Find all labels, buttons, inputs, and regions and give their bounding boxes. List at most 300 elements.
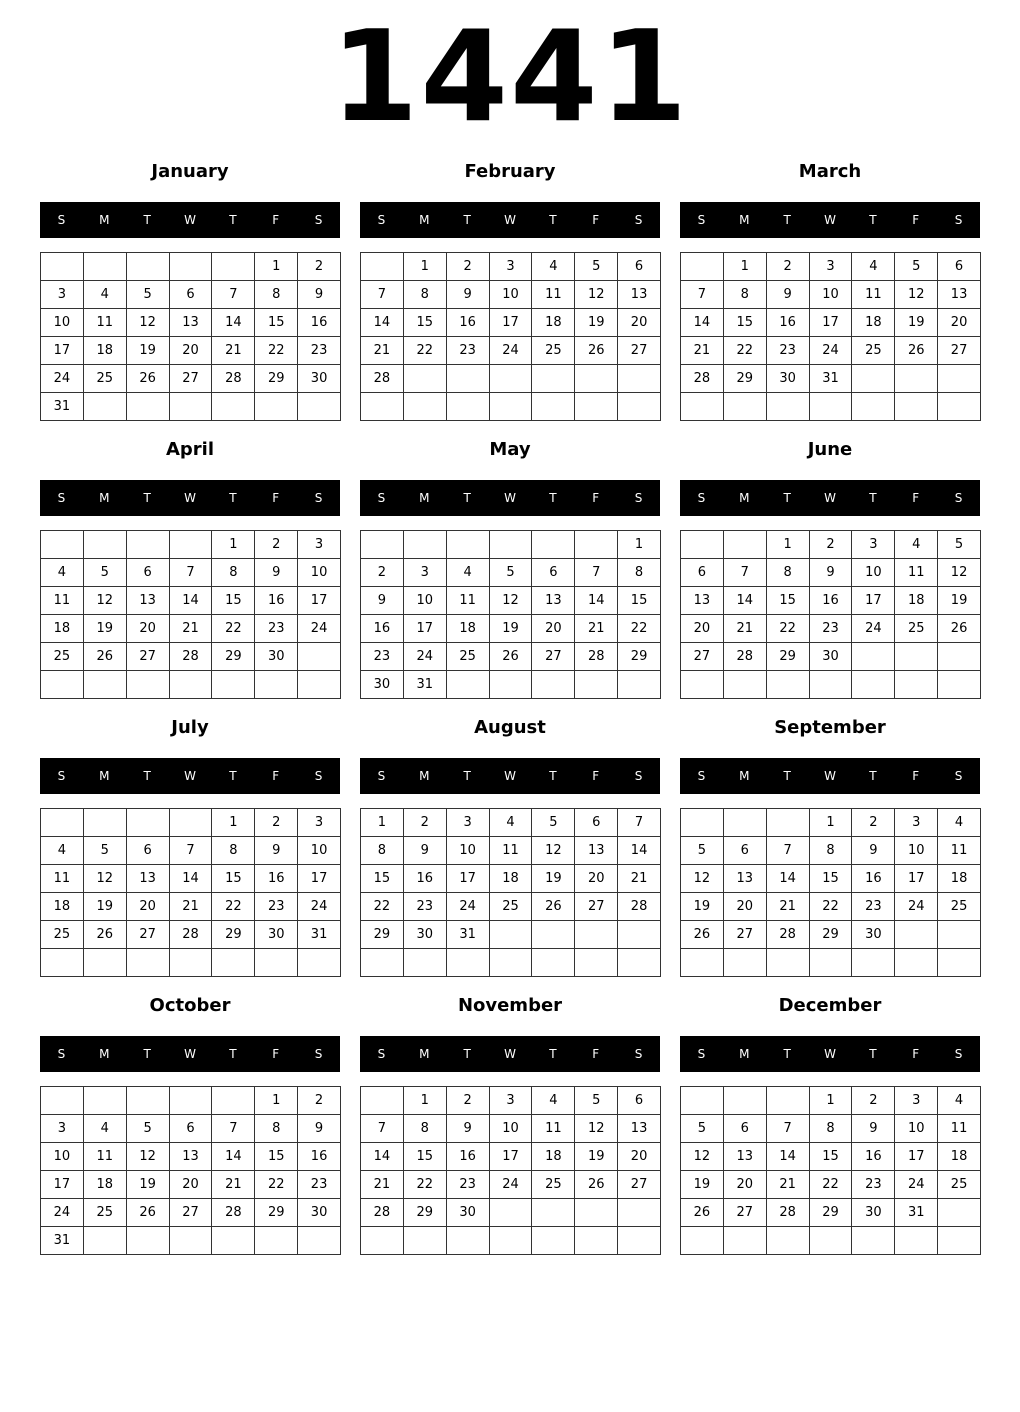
weekday-label: T — [783, 213, 791, 227]
day-cell — [212, 1087, 255, 1115]
day-cell — [490, 531, 533, 559]
day-cell — [575, 1199, 618, 1227]
day-cell: 16 — [255, 587, 298, 615]
weekday-header — [40, 1036, 340, 1072]
weekday-label: W — [184, 1047, 196, 1061]
day-cell: 13 — [618, 281, 661, 309]
weekday-label: S — [377, 1047, 386, 1061]
day-cell: 19 — [532, 865, 575, 893]
day-cell — [575, 921, 618, 949]
day-cell: 13 — [724, 865, 767, 893]
day-cell: 15 — [618, 587, 661, 615]
weekday-label: W — [824, 1047, 836, 1061]
day-cell: 20 — [575, 865, 618, 893]
day-cell: 4 — [938, 1087, 981, 1115]
day-cell: 12 — [681, 865, 724, 893]
day-cell: 7 — [361, 1115, 404, 1143]
day-cell — [724, 1227, 767, 1255]
weekday-header — [360, 758, 660, 794]
day-cell: 6 — [938, 253, 981, 281]
day-cell: 21 — [681, 337, 724, 365]
weekday-label: T — [869, 491, 877, 505]
day-cell: 27 — [618, 337, 661, 365]
day-cell — [767, 393, 810, 421]
day-cell: 8 — [361, 837, 404, 865]
day-cell: 1 — [810, 809, 853, 837]
day-cell: 5 — [681, 837, 724, 865]
day-cell: 8 — [255, 1115, 298, 1143]
day-cell — [724, 531, 767, 559]
day-cell — [810, 1227, 853, 1255]
day-cell — [938, 1227, 981, 1255]
day-cell: 18 — [532, 309, 575, 337]
day-cell — [298, 949, 341, 977]
day-cell: 31 — [404, 671, 447, 699]
day-cell — [938, 921, 981, 949]
day-cell — [810, 393, 853, 421]
day-cell — [170, 393, 213, 421]
day-cell — [681, 1087, 724, 1115]
day-cell: 23 — [447, 337, 490, 365]
day-cell — [490, 365, 533, 393]
weekday-label: T — [549, 769, 557, 783]
day-cell: 8 — [404, 1115, 447, 1143]
day-cell: 5 — [127, 281, 170, 309]
day-cell: 14 — [170, 865, 213, 893]
day-cell: 22 — [255, 337, 298, 365]
day-cell: 27 — [575, 893, 618, 921]
day-cell — [681, 393, 724, 421]
day-cell: 28 — [212, 365, 255, 393]
day-cell — [767, 949, 810, 977]
day-cell: 30 — [447, 1199, 490, 1227]
day-cell: 4 — [41, 837, 84, 865]
day-cell: 15 — [255, 309, 298, 337]
day-cell — [361, 949, 404, 977]
day-cell: 20 — [127, 615, 170, 643]
day-cell: 12 — [575, 281, 618, 309]
day-cell: 10 — [404, 587, 447, 615]
day-cell: 11 — [41, 587, 84, 615]
day-cell — [127, 809, 170, 837]
day-cell: 27 — [618, 1171, 661, 1199]
day-cell: 16 — [447, 309, 490, 337]
day-cell: 13 — [724, 1143, 767, 1171]
day-cell: 11 — [490, 837, 533, 865]
weekday-label: W — [824, 213, 836, 227]
weekday-label: T — [869, 769, 877, 783]
day-cell: 13 — [575, 837, 618, 865]
day-cell: 18 — [938, 865, 981, 893]
day-grid — [360, 252, 661, 421]
weekday-label: T — [783, 491, 791, 505]
weekday-label: S — [634, 769, 643, 783]
day-cell: 27 — [938, 337, 981, 365]
weekday-header — [360, 202, 660, 238]
day-cell: 6 — [127, 837, 170, 865]
day-cell: 21 — [170, 615, 213, 643]
day-cell: 25 — [938, 1171, 981, 1199]
day-cell: 19 — [127, 1171, 170, 1199]
day-cell — [575, 531, 618, 559]
day-cell: 8 — [810, 1115, 853, 1143]
day-cell: 5 — [938, 531, 981, 559]
day-cell — [852, 365, 895, 393]
day-cell — [575, 949, 618, 977]
day-cell — [447, 365, 490, 393]
day-grid — [360, 530, 661, 699]
day-cell: 5 — [681, 1115, 724, 1143]
weekday-label: T — [143, 491, 151, 505]
day-cell — [767, 1087, 810, 1115]
day-cell: 16 — [852, 1143, 895, 1171]
day-cell — [938, 365, 981, 393]
day-cell: 30 — [767, 365, 810, 393]
weekday-label: T — [869, 1047, 877, 1061]
day-cell: 19 — [575, 1143, 618, 1171]
day-cell: 10 — [490, 281, 533, 309]
day-cell: 15 — [404, 1143, 447, 1171]
day-cell: 5 — [575, 1087, 618, 1115]
day-cell: 24 — [895, 1171, 938, 1199]
day-cell: 18 — [84, 1171, 127, 1199]
month-name: July — [171, 717, 209, 738]
day-cell: 19 — [575, 309, 618, 337]
day-cell: 4 — [84, 1115, 127, 1143]
day-cell: 23 — [767, 337, 810, 365]
day-cell: 20 — [618, 1143, 661, 1171]
day-cell: 26 — [938, 615, 981, 643]
day-cell: 19 — [681, 893, 724, 921]
day-cell: 5 — [84, 559, 127, 587]
weekday-label: F — [592, 491, 600, 505]
day-cell: 30 — [404, 921, 447, 949]
day-cell — [895, 643, 938, 671]
weekday-label: F — [912, 213, 920, 227]
day-cell — [724, 1087, 767, 1115]
weekday-label: T — [549, 491, 557, 505]
day-cell: 27 — [127, 643, 170, 671]
day-cell — [298, 643, 341, 671]
day-grid — [40, 252, 341, 421]
day-cell — [212, 949, 255, 977]
day-cell: 15 — [767, 587, 810, 615]
month-name: November — [457, 995, 563, 1016]
weekday-label: S — [697, 213, 706, 227]
weekday-label: T — [783, 769, 791, 783]
day-cell — [810, 949, 853, 977]
day-cell: 3 — [404, 559, 447, 587]
weekday-label: T — [143, 1047, 151, 1061]
weekday-label: W — [184, 769, 196, 783]
day-cell: 14 — [212, 1143, 255, 1171]
day-cell — [724, 671, 767, 699]
day-cell — [41, 253, 84, 281]
day-cell: 3 — [41, 281, 84, 309]
day-cell: 26 — [490, 643, 533, 671]
day-cell: 11 — [852, 281, 895, 309]
day-cell: 12 — [490, 587, 533, 615]
weekday-label: W — [504, 491, 516, 505]
day-cell: 7 — [212, 281, 255, 309]
day-cell — [298, 671, 341, 699]
day-cell: 7 — [170, 837, 213, 865]
day-cell: 17 — [852, 587, 895, 615]
day-cell: 24 — [298, 615, 341, 643]
day-cell: 17 — [810, 309, 853, 337]
day-cell — [532, 921, 575, 949]
day-cell: 6 — [127, 559, 170, 587]
day-cell: 13 — [938, 281, 981, 309]
day-cell — [447, 393, 490, 421]
day-cell — [938, 393, 981, 421]
day-cell: 30 — [298, 365, 341, 393]
day-cell: 26 — [127, 1199, 170, 1227]
day-cell: 8 — [724, 281, 767, 309]
day-cell: 22 — [810, 893, 853, 921]
day-cell: 13 — [170, 309, 213, 337]
day-cell: 21 — [212, 1171, 255, 1199]
day-cell: 24 — [41, 365, 84, 393]
day-cell: 16 — [298, 309, 341, 337]
day-cell — [490, 949, 533, 977]
day-cell: 14 — [361, 1143, 404, 1171]
day-cell: 25 — [84, 365, 127, 393]
day-cell: 17 — [895, 1143, 938, 1171]
day-cell: 16 — [361, 615, 404, 643]
day-cell — [490, 1227, 533, 1255]
day-cell: 27 — [170, 365, 213, 393]
day-cell: 15 — [724, 309, 767, 337]
weekday-label: T — [229, 1047, 237, 1061]
weekday-label: S — [57, 769, 66, 783]
day-cell: 29 — [255, 365, 298, 393]
day-cell: 8 — [404, 281, 447, 309]
day-cell: 18 — [532, 1143, 575, 1171]
day-cell: 4 — [490, 809, 533, 837]
day-cell: 14 — [767, 1143, 810, 1171]
day-cell: 20 — [724, 1171, 767, 1199]
day-cell: 26 — [84, 643, 127, 671]
day-cell — [767, 1227, 810, 1255]
day-cell: 11 — [447, 587, 490, 615]
day-cell: 11 — [532, 1115, 575, 1143]
day-cell — [895, 921, 938, 949]
weekday-label: S — [954, 1047, 963, 1061]
day-cell — [84, 949, 127, 977]
day-cell: 26 — [575, 337, 618, 365]
day-cell: 12 — [575, 1115, 618, 1143]
day-cell: 8 — [767, 559, 810, 587]
day-cell: 29 — [212, 643, 255, 671]
day-cell: 28 — [724, 643, 767, 671]
day-cell — [361, 1227, 404, 1255]
day-cell: 19 — [84, 615, 127, 643]
day-cell — [938, 1199, 981, 1227]
weekday-label: S — [377, 213, 386, 227]
day-cell: 31 — [447, 921, 490, 949]
day-cell — [490, 671, 533, 699]
day-cell: 9 — [852, 837, 895, 865]
day-cell — [618, 921, 661, 949]
day-cell — [404, 531, 447, 559]
day-cell — [404, 949, 447, 977]
weekday-label: F — [592, 1047, 600, 1061]
day-cell: 24 — [41, 1199, 84, 1227]
day-cell — [41, 671, 84, 699]
day-cell: 10 — [895, 837, 938, 865]
day-cell: 1 — [361, 809, 404, 837]
weekday-header — [680, 758, 980, 794]
day-cell — [938, 671, 981, 699]
day-cell — [127, 253, 170, 281]
weekday-label: M — [99, 491, 110, 505]
weekday-label: S — [57, 1047, 66, 1061]
day-cell: 29 — [810, 1199, 853, 1227]
day-cell: 25 — [41, 921, 84, 949]
day-cell — [212, 1227, 255, 1255]
day-cell: 10 — [41, 309, 84, 337]
day-cell: 7 — [170, 559, 213, 587]
day-cell: 26 — [575, 1171, 618, 1199]
day-cell: 31 — [41, 1227, 84, 1255]
day-cell — [170, 1087, 213, 1115]
day-cell: 31 — [41, 393, 84, 421]
month-name: April — [165, 439, 215, 460]
day-cell: 6 — [724, 837, 767, 865]
day-cell: 14 — [724, 587, 767, 615]
day-cell: 7 — [767, 837, 810, 865]
day-cell — [447, 949, 490, 977]
day-cell: 23 — [404, 893, 447, 921]
weekday-label: S — [57, 491, 66, 505]
day-cell: 19 — [938, 587, 981, 615]
weekday-label: S — [377, 491, 386, 505]
day-cell: 14 — [575, 587, 618, 615]
weekday-label: T — [463, 213, 471, 227]
weekday-label: W — [184, 213, 196, 227]
day-cell — [255, 949, 298, 977]
day-cell: 26 — [532, 893, 575, 921]
weekday-label: M — [739, 213, 750, 227]
day-cell: 5 — [127, 1115, 170, 1143]
day-cell: 2 — [255, 809, 298, 837]
day-cell — [618, 365, 661, 393]
day-grid — [40, 808, 341, 977]
day-cell: 22 — [212, 615, 255, 643]
day-cell: 19 — [681, 1171, 724, 1199]
day-grid — [360, 808, 661, 977]
day-cell: 6 — [724, 1115, 767, 1143]
day-cell: 29 — [810, 921, 853, 949]
day-cell: 7 — [681, 281, 724, 309]
day-cell — [84, 253, 127, 281]
day-cell: 9 — [298, 1115, 341, 1143]
day-cell: 8 — [212, 559, 255, 587]
day-cell: 7 — [724, 559, 767, 587]
weekday-label: S — [314, 213, 323, 227]
day-cell: 1 — [404, 1087, 447, 1115]
weekday-header — [680, 480, 980, 516]
day-cell: 17 — [298, 587, 341, 615]
weekday-label: W — [824, 769, 836, 783]
day-cell: 2 — [767, 253, 810, 281]
day-cell: 30 — [810, 643, 853, 671]
day-cell — [212, 393, 255, 421]
day-cell — [84, 1087, 127, 1115]
day-cell: 3 — [298, 809, 341, 837]
day-cell: 23 — [298, 1171, 341, 1199]
day-cell: 15 — [255, 1143, 298, 1171]
day-cell: 28 — [767, 921, 810, 949]
day-cell: 5 — [490, 559, 533, 587]
day-cell: 1 — [212, 809, 255, 837]
day-cell — [618, 1199, 661, 1227]
day-cell: 21 — [170, 893, 213, 921]
day-cell — [84, 1227, 127, 1255]
day-cell: 30 — [852, 1199, 895, 1227]
day-cell: 25 — [447, 643, 490, 671]
day-cell: 30 — [852, 921, 895, 949]
day-cell: 9 — [255, 559, 298, 587]
day-cell: 9 — [852, 1115, 895, 1143]
day-cell: 23 — [810, 615, 853, 643]
day-cell: 17 — [41, 1171, 84, 1199]
day-cell: 15 — [404, 309, 447, 337]
day-cell: 28 — [361, 1199, 404, 1227]
day-grid — [40, 530, 341, 699]
day-cell: 17 — [490, 1143, 533, 1171]
day-cell — [724, 809, 767, 837]
weekday-label: M — [739, 769, 750, 783]
month-name: February — [464, 161, 556, 182]
day-cell: 20 — [724, 893, 767, 921]
day-cell: 26 — [895, 337, 938, 365]
day-cell — [938, 949, 981, 977]
day-cell — [681, 1227, 724, 1255]
day-cell: 20 — [681, 615, 724, 643]
day-cell: 3 — [895, 1087, 938, 1115]
weekday-label: F — [272, 769, 280, 783]
weekday-label: M — [419, 769, 430, 783]
day-cell: 19 — [490, 615, 533, 643]
day-cell: 12 — [938, 559, 981, 587]
day-cell — [532, 1199, 575, 1227]
day-cell: 18 — [490, 865, 533, 893]
month-name: January — [151, 161, 229, 182]
day-grid — [40, 1086, 341, 1255]
day-cell: 9 — [361, 587, 404, 615]
day-cell: 10 — [490, 1115, 533, 1143]
day-cell: 16 — [255, 865, 298, 893]
weekday-label: S — [57, 213, 66, 227]
day-cell: 13 — [127, 587, 170, 615]
weekday-label: T — [869, 213, 877, 227]
day-cell: 9 — [255, 837, 298, 865]
day-cell: 10 — [298, 559, 341, 587]
day-cell: 12 — [127, 1143, 170, 1171]
day-cell: 22 — [404, 1171, 447, 1199]
day-cell — [681, 809, 724, 837]
day-cell: 17 — [41, 337, 84, 365]
day-grid — [680, 252, 981, 421]
day-cell — [361, 253, 404, 281]
day-cell: 27 — [170, 1199, 213, 1227]
day-cell — [618, 671, 661, 699]
day-cell: 6 — [532, 559, 575, 587]
day-cell: 16 — [767, 309, 810, 337]
weekday-label: S — [314, 1047, 323, 1061]
